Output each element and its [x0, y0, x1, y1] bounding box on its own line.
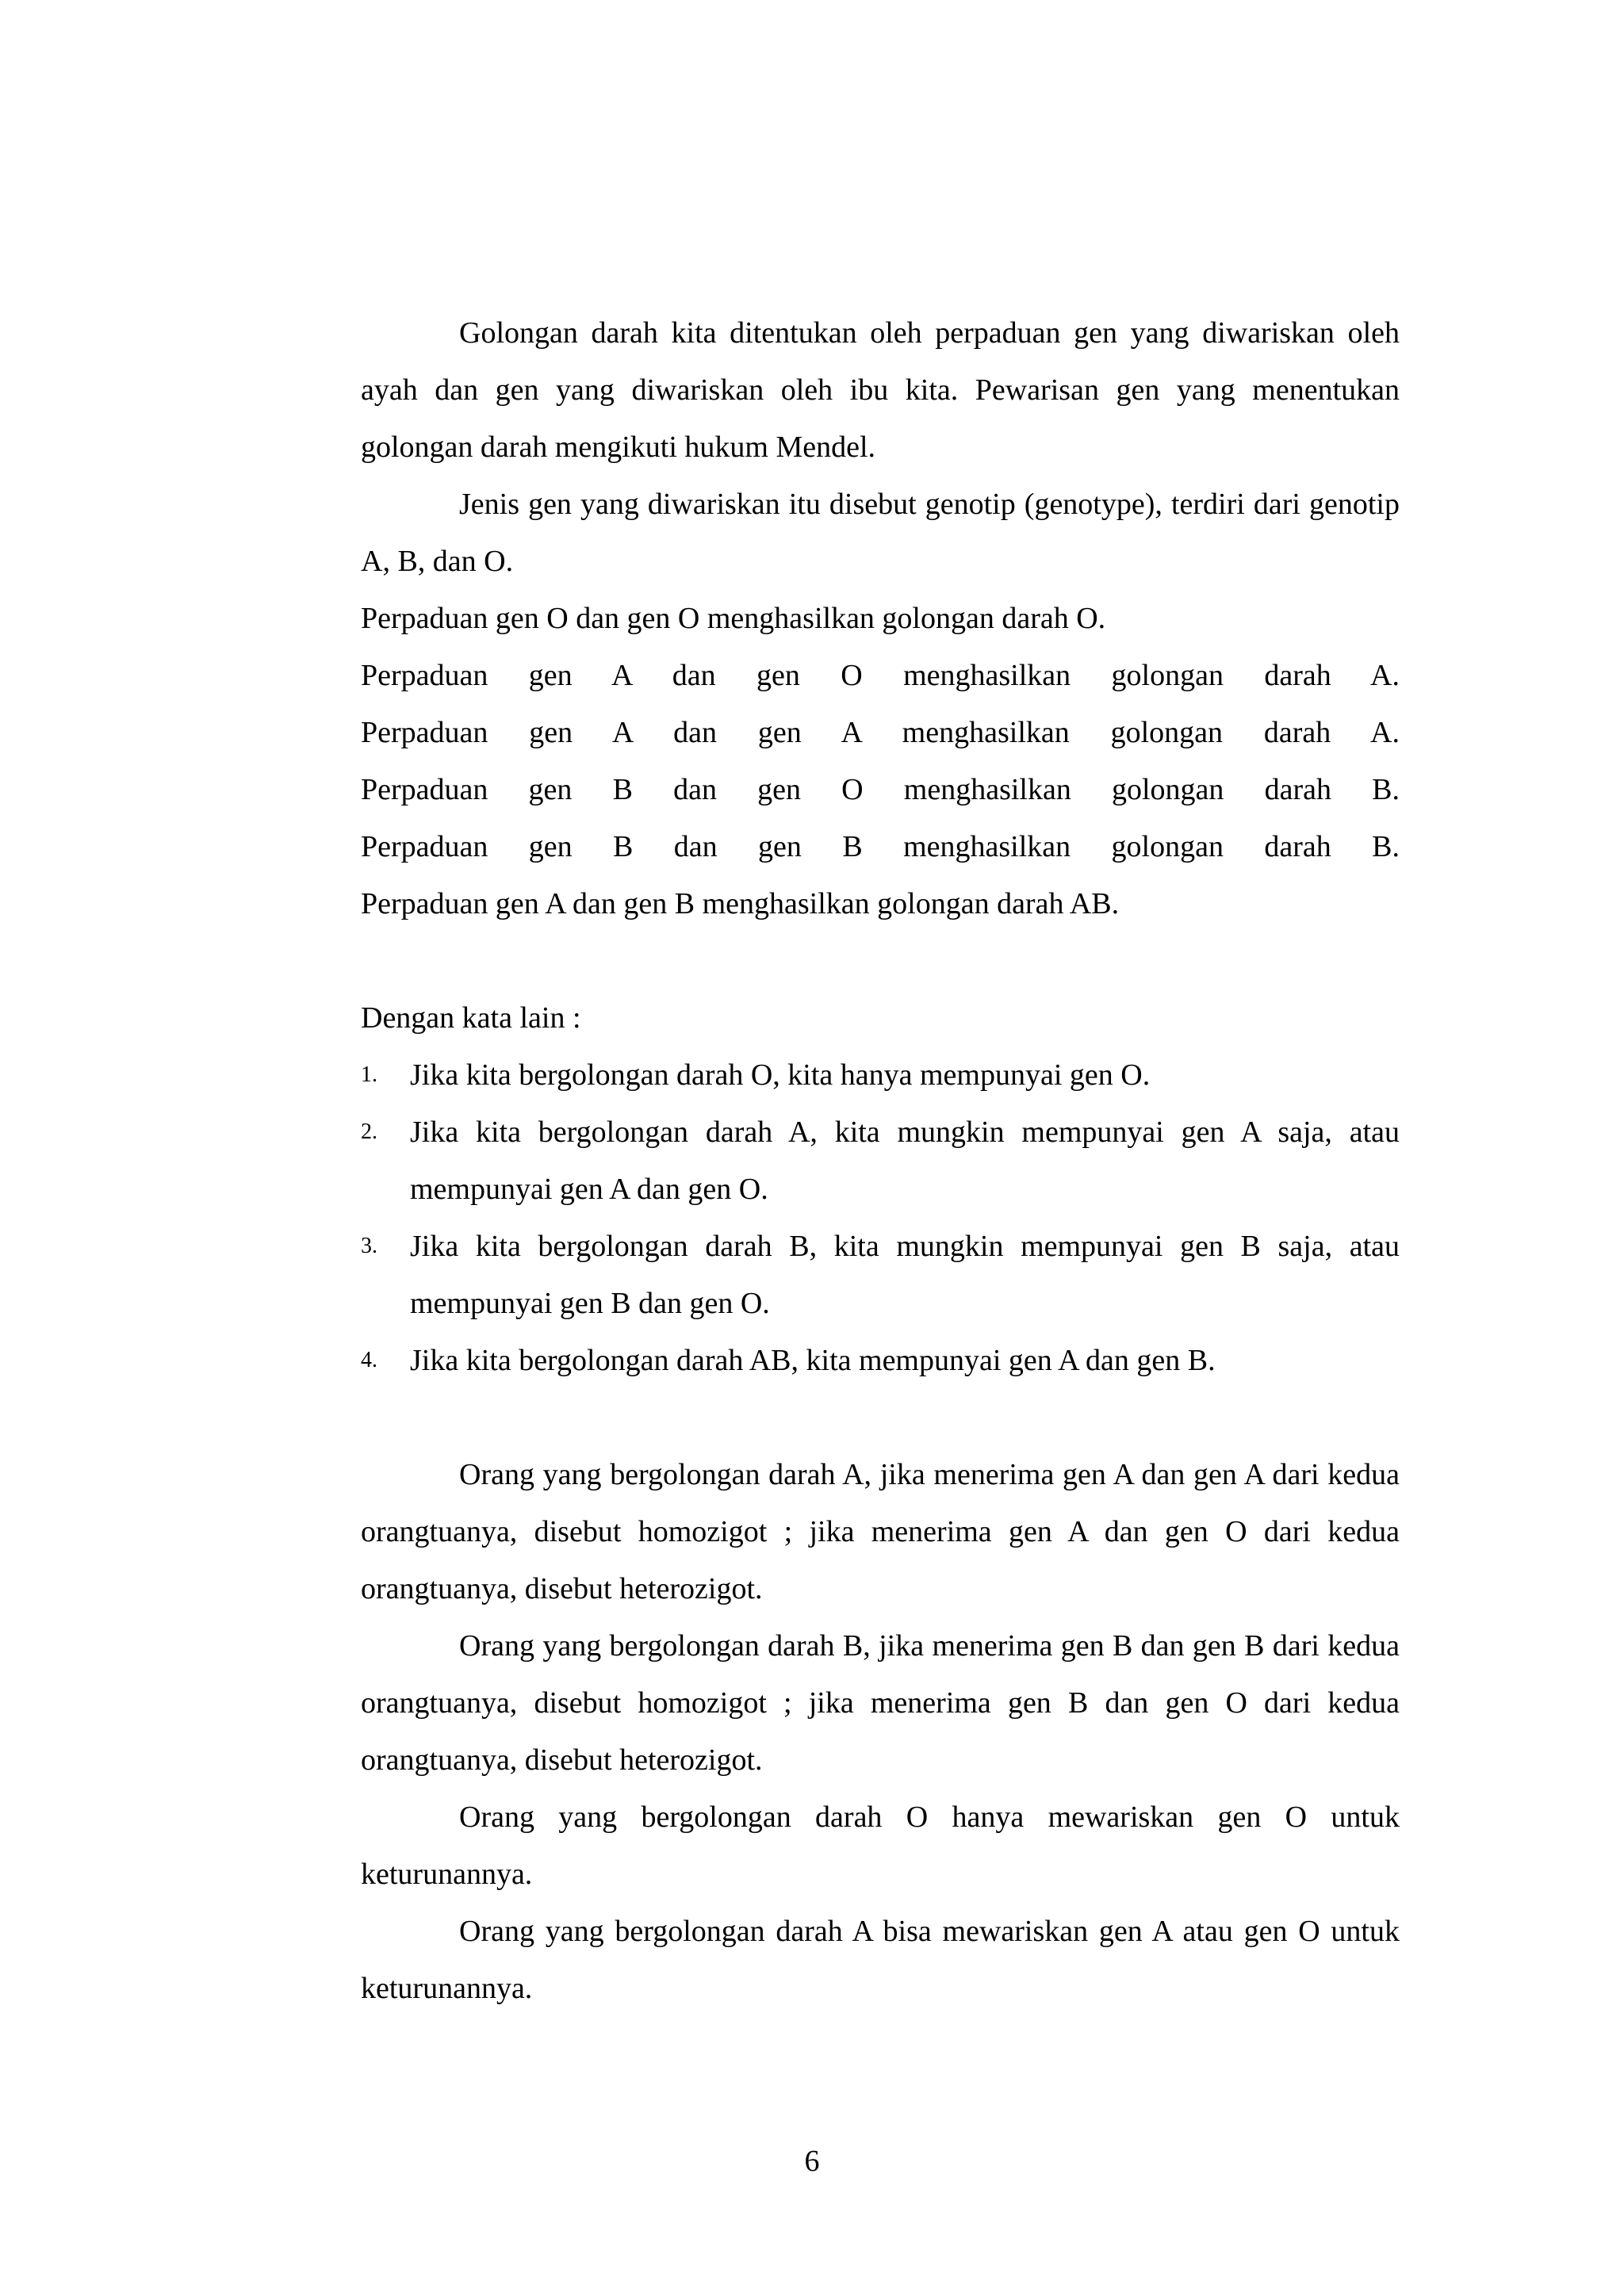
paragraph-blood-group-determination: Golongan darah kita ditentukan oleh perpaduan gen yang diwariskan oleh ayah dan gen yang diwariskan oleh ibu kita. Pewarisan gen yang menentukan golongan darah mengikuti hukum Mendel. — [361, 316, 1400, 464]
list-item-text: Jika kita bergolongan darah A, kita mungkin mempunyai gen A saja, atau mempunyai gen A dan gen O. — [410, 1115, 1400, 1206]
section-spacer — [361, 932, 1400, 989]
combination-line: Perpaduan gen A dan gen B menghasilkan golongan darah AB. — [361, 887, 1120, 920]
combination-line: Perpaduan gen B dan gen O menghasilkan golongan darah B. — [361, 773, 1400, 806]
list-item — [361, 1104, 1400, 1218]
paragraph-blood-type-b-inheritance: Orang yang bergolongan darah B, jika menerima gen B dan gen B dari kedua orangtuanya, disebut homozigot ; jika menerima gen B dan gen O dari kedua orangtuanya, disebut heterozigot. — [361, 1629, 1400, 1777]
list-item-text: Jika kita bergolongan darah AB, kita mempunyai gen A dan gen B. — [410, 1344, 1216, 1377]
combination-line: Perpaduan gen O dan gen O menghasilkan golongan darah O. — [361, 602, 1106, 635]
list-number: 1. — [361, 1062, 377, 1087]
paragraph-blood-type-a-offspring: Orang yang bergolongan darah A bisa mewariskan gen A atau gen O untuk keturunannya. — [361, 1915, 1400, 2005]
list-intro: Dengan kata lain : — [361, 1001, 581, 1035]
list-number: 4. — [361, 1348, 377, 1372]
page-body — [361, 304, 1400, 2017]
list-number: 2. — [361, 1119, 377, 1144]
combination-line: Perpaduan gen A dan gen O menghasilkan golongan darah A. — [361, 659, 1400, 692]
list-item — [361, 1332, 1400, 1389]
blood-group-list — [361, 1047, 1400, 1389]
list-item — [361, 1047, 1400, 1104]
list-item-text: Jika kita bergolongan darah O, kita hanya mempunyai gen O. — [410, 1058, 1151, 1092]
paragraph-genotype: Jenis gen yang diwariskan itu disebut genotip (genotype), terdiri dari genotip A, B, dan O. — [361, 488, 1400, 578]
paragraph-blood-type-o-inheritance: Orang yang bergolongan darah O hanya mewariskan gen O untuk keturunannya. — [361, 1800, 1400, 1891]
list-number: 3. — [361, 1234, 377, 1258]
section-spacer — [361, 1389, 1400, 1446]
list-item — [361, 1218, 1400, 1332]
list-item-text: Jika kita bergolongan darah B, kita mungkin mempunyai gen B saja, atau mempunyai gen B dan gen O. — [410, 1230, 1400, 1320]
paragraph-blood-type-a-inheritance: Orang yang bergolongan darah A, jika menerima gen A dan gen A dari kedua orangtuanya, disebut homozigot ; jika menerima gen A dan gen O dari kedua orangtuanya, disebut heterozigot. — [361, 1458, 1400, 1605]
combination-line: Perpaduan gen A dan gen A menghasilkan golongan darah A. — [361, 716, 1400, 749]
page-number: 6 — [804, 2145, 820, 2178]
combination-line: Perpaduan gen B dan gen B menghasilkan golongan darah B. — [361, 830, 1400, 863]
